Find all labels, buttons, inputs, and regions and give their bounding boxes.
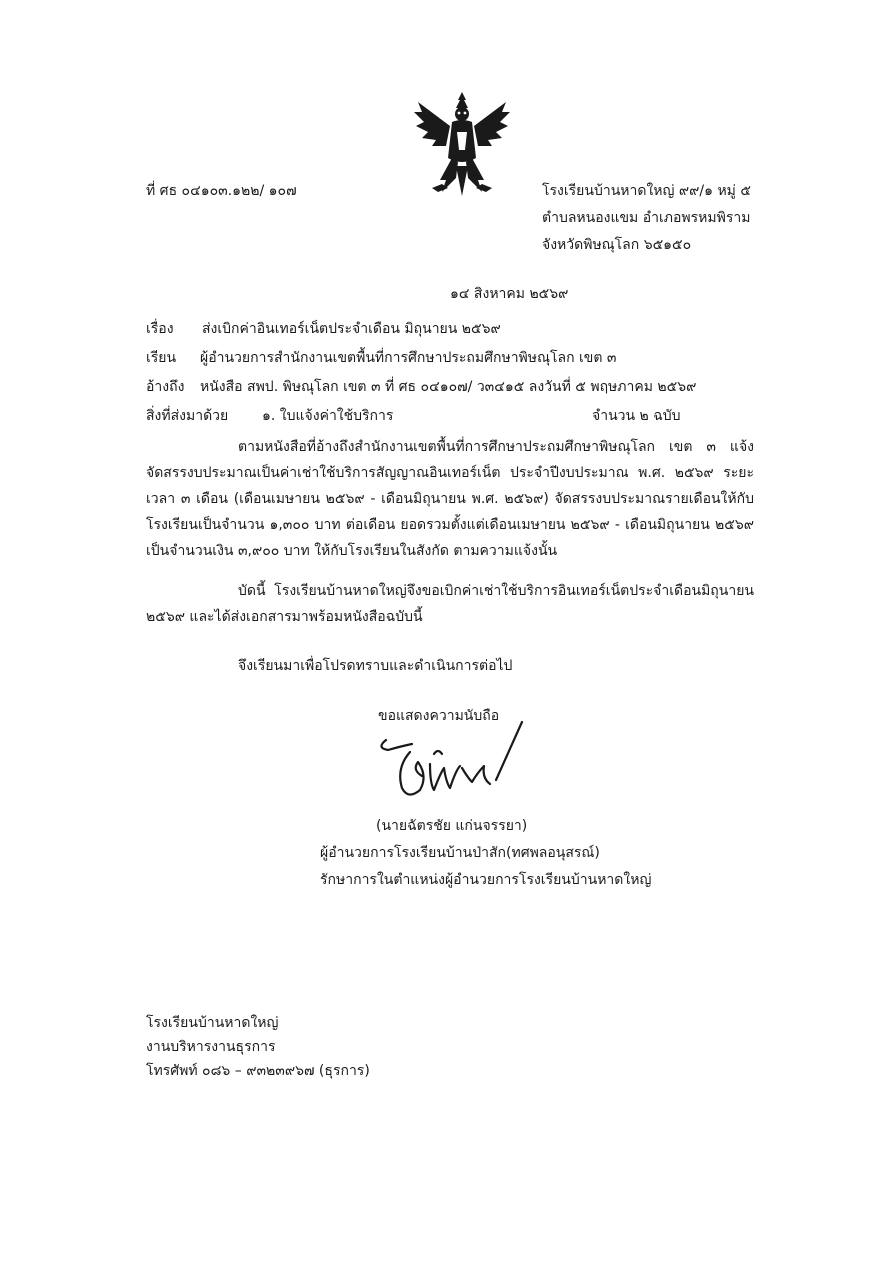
enclosure-label: สิ่งที่ส่งมาด้วย — [146, 408, 229, 424]
footer-school: โรงเรียนบ้านหาดใหญ่ — [146, 1015, 279, 1031]
enclosure-text: ๑. ใบแจ้งค่าใช้บริการ — [262, 408, 394, 424]
document-date: ๑๔ สิงหาคม ๒๕๖๙ — [450, 286, 569, 302]
footer-phone: โทรศัพท์ ๐๘๖ – ๙๓๒๓๙๖๗ (ธุรการ) — [146, 1063, 370, 1079]
reference-text: หนังสือ สพป. พิษณุโลก เขต ๓ ที่ ศธ ๐๔๑๐๗/ ว๓๔๑๕ ลงวันที่ ๕ พฤษภาคม ๒๕๖๙ — [200, 379, 697, 395]
body-paragraph-2: บัดนี้ โรงเรียนบ้านหาดใหญ่จึงขอเบิกค่าเช่าใช้บริการอินเทอร์เน็ตประจำเดือนมิถุนายน ๒๕๖๙ และได้ส่งเอกสารมาพร้อมหนังสือฉบับนี้ — [146, 583, 754, 625]
footer-department: งานบริหารงานธุรการ — [146, 1039, 276, 1055]
signer-title-1: ผู้อำนวยการโรงเรียนบ้านป่าสัก(ทศพลอนุสรณ์) — [320, 845, 600, 861]
to-label: เรียน — [146, 350, 177, 366]
address-line-3: จังหวัดพิษณุโลก ๖๕๑๕๐ — [542, 237, 692, 253]
subject-label: เรื่อง — [146, 321, 174, 337]
handwritten-signature — [372, 718, 532, 810]
closing-regards: ขอแสดงความนับถือ — [378, 708, 500, 724]
signer-name: (นายฉัตรชัย แก่นจรรยา) — [376, 818, 528, 834]
signer-title-2: รักษาการในตำแหน่งผู้อำนวยการโรงเรียนบ้านหาดใหญ่ — [320, 872, 652, 888]
enclosure-quantity: จำนวน ๒ ฉบับ — [592, 408, 681, 424]
address-line-2: ตำบลหนองแขม อำเภอพรหมพิราม — [542, 210, 751, 226]
document-number: ที่ ศธ ๐๔๑๐๓.๑๒๒/ ๑๐๗ — [146, 183, 297, 199]
address-line-1: โรงเรียนบ้านหาดใหญ่ ๙๙/๑ หมู่ ๕ — [542, 183, 751, 199]
body-paragraph-1: ตามหนังสือที่อ้างถึงสำนักงานเขตพื้นที่การศึกษาประถมศึกษาพิษณุโลก เขต ๓ แจ้งจัดสรรงบประมาณเป็นค่าเช่าใช้บริการสัญญาณอินเทอร์เน็ต ประจำปีงบประมาณ พ.ศ. ๒๕๖๙ ระยะเวลา ๓ เดือน (เดือนเมษายน ๒๕๖๙ - เดือนมิถุนายน พ.ศ. ๒๕๖๙) จัดสรรงบประมาณรายเดือนให้กับโรงเรียนเป็นจำนวน ๑,๓๐๐ บาท ต่อเดือน ยอดรวมตั้งแต่เดือนเมษายน ๒๕๖๙ - เดือนมิถุนายน ๒๕๖๙ เป็นจำนวนเงิน ๓,๙๐๐ บาท ให้กับโรงเรียนในสังกัด ตามความแจ้งนั้น — [146, 439, 754, 559]
garuda-emblem-icon — [412, 88, 512, 200]
body-paragraph-3: จึงเรียนมาเพื่อโปรดทราบและดำเนินการต่อไป — [238, 658, 513, 674]
subject-text: ส่งเบิกค่าอินเทอร์เน็ตประจำเดือน มิถุนายน ๒๕๖๙ — [202, 321, 501, 337]
to-text: ผู้อำนวยการสำนักงานเขตพื้นที่การศึกษาประถมศึกษาพิษณุโลก เขต ๓ — [200, 350, 617, 366]
reference-label: อ้างถึง — [146, 379, 185, 395]
